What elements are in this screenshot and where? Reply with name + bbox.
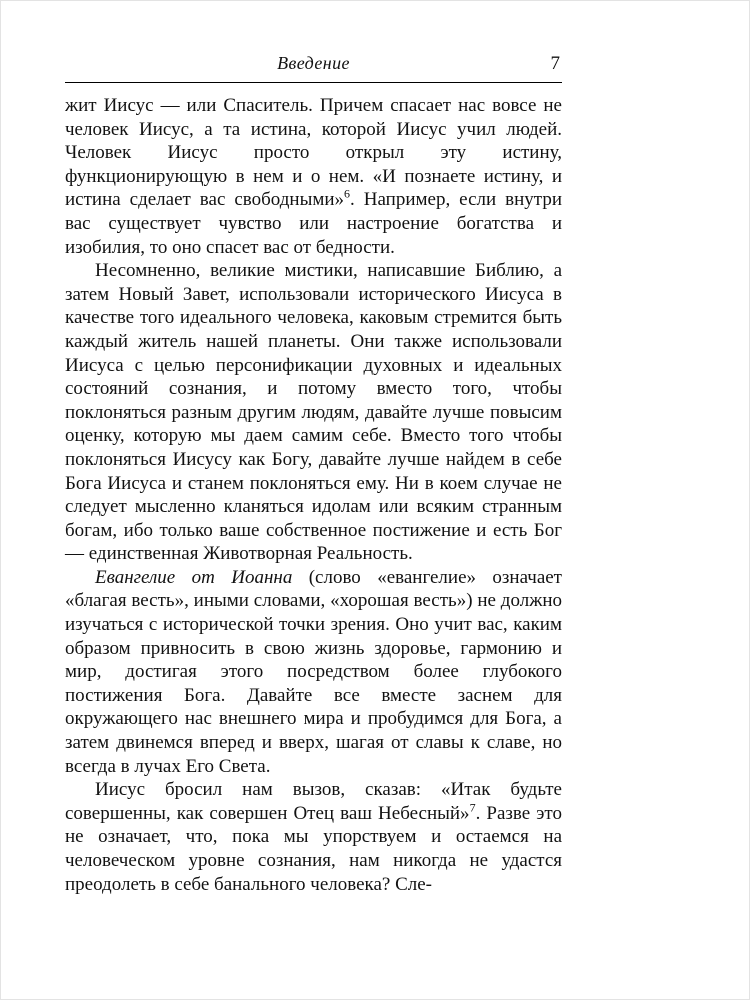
text-block bbox=[65, 53, 562, 896]
footnote-ref-7: 7 bbox=[469, 800, 476, 815]
page-body bbox=[65, 94, 562, 896]
paragraph-4-text-after: . Разве это не означает, что, пока мы упорствуем и остаемся на человеческом уровне сознания, нам никогда не удастся преодолеть в себе банального человека? Сле- bbox=[65, 802, 562, 895]
paragraph-4 bbox=[65, 778, 562, 896]
paragraph-3-text: (слово «евангелие» означает «благая весть», иными словами, «хорошая весть») не должно изучаться с исторической точки зрения. Оно учит вас, каким образом привносить в свою жизнь здоровье, гармонию и мир, достигая этого посредством более глубокого постижения Бога. Давайте все вместе заснем для окружающего нас внешнего мира и пробудимся для Бога, а затем двинемся вперед и вверх, шагая от славы к славе, но всегда в лучах Его Света. bbox=[65, 566, 562, 777]
footnote-ref-6: 6 bbox=[344, 187, 351, 202]
page-header bbox=[65, 53, 562, 83]
paragraph-1 bbox=[65, 94, 562, 259]
gospel-title-italic: Евангелие от Иоанна bbox=[95, 566, 293, 588]
paragraph-3 bbox=[65, 566, 562, 778]
paragraph-2: Несомненно, великие мистики, написавшие Библию, а затем Новый Завет, использовали исторического Иисуса в качестве того идеального человека, каковым стремится быть каждый житель нашей планеты. Они также использовали Иисуса с целью персонификации духовных и идеальных состояний сознания, и потому вместо того, чтобы поклоняться разным другим людям, давайте лучше повысим оценку, которую мы даем самим себе. Вместо того чтобы поклоняться Иисусу как Богу, давайте лучше найдем в себе Бога Иисуса и станем поклоняться ему. Ни в коем случае не следует мысленно кланяться идолам или всяким странным богам, ибо только ваше собственное постижение и есть Бог — единственная Животворная Реальность. bbox=[65, 260, 562, 565]
paragraph-4-text: Иисус бросил нам вызов, сказав: «Итак будьте совершенны, как совершен Отец ваш Небесный» bbox=[65, 779, 562, 824]
paragraph-1-text-after: . Например, если внутри вас существует чувство или настроение богатства и изобилия, то оно спасет вас от бедности. bbox=[65, 189, 562, 258]
paragraph-1-text: жит Иисус — или Спаситель. Причем спасает нас вовсе не человек Иисус, а та истина, которой Иисус учил людей. Человек Иисус просто открыл эту истину, функционирующую в нем и о нем. «И познаете истину, и истина сделает вас свободными» bbox=[65, 95, 562, 211]
chapter-title: Введение bbox=[277, 53, 350, 73]
page-number: 7 bbox=[550, 53, 560, 74]
